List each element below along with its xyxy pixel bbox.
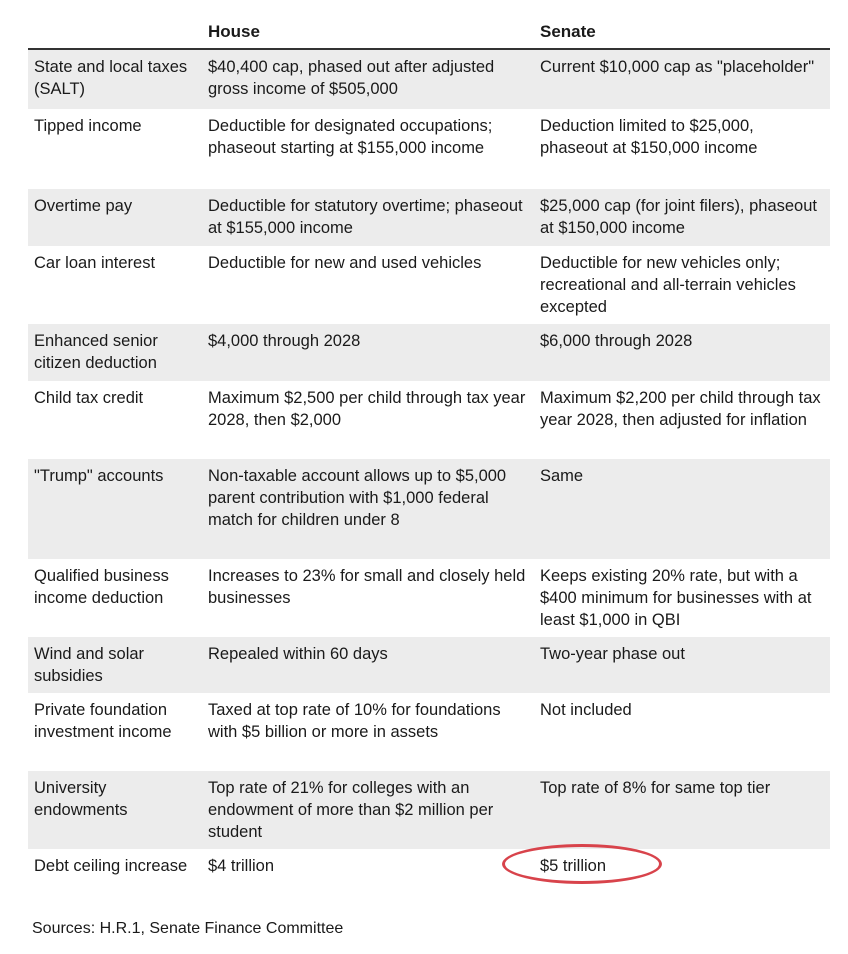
row-item: Qualified business income deduction [34,567,169,607]
row-house: $4 trillion [208,857,275,875]
header-item [28,14,204,48]
row-house: Repealed within 60 days [208,645,388,663]
row-house: Taxed at top rate of 10% for foundations with $5 billion or more in assets [208,701,501,741]
row-house: Deductible for new and used vehicles [208,254,482,272]
row-senate: Two-year phase out [540,645,685,663]
row-item: Debt ceiling increase [34,857,188,875]
row-senate: Deductible for new vehicles only; recreational and all-terrain vehicles excepted [540,254,796,316]
row-item: Child tax credit [34,389,144,407]
row-house: $4,000 through 2028 [208,332,361,350]
row-item: University endowments [34,779,128,819]
row-senate: Same [540,467,584,485]
table-row [28,637,830,693]
table-row [28,771,830,849]
row-senate: Top rate of 8% for same top tier [540,779,771,797]
row-item: Private foundation investment income [34,701,172,741]
table-row [28,849,830,909]
row-senate: Deduction limited to $25,000, phaseout at $150,000 income [540,117,758,157]
row-item: Enhanced senior citizen deduction [34,332,158,372]
row-senate: Current $10,000 cap as "placeholder" [540,58,815,76]
row-item: Overtime pay [34,197,133,215]
header-house: House [208,22,260,41]
table-row [28,189,830,246]
row-house: Increases to 23% for small and closely held businesses [208,567,526,607]
row-house: Top rate of 21% for colleges with an endowment of more than $2 million per student [208,779,494,841]
table-row [28,50,830,109]
row-item: Car loan interest [34,254,156,272]
row-senate: $25,000 cap (for joint filers), phaseout at $150,000 income [540,197,817,237]
row-house: Maximum $2,500 per child through tax year 2028, then $2,000 [208,389,526,429]
table-row [28,246,830,324]
row-house: Non-taxable account allows up to $5,000 parent contribution with $1,000 federal match for children under 8 [208,467,507,529]
row-senate: $6,000 through 2028 [540,332,693,350]
table-header [28,14,830,50]
row-item: State and local taxes (SALT) [34,58,188,98]
source-note: Sources: H.R.1, Senate Finance Committee [32,920,344,937]
row-senate: Maximum $2,200 per child through tax year 2028, then adjusted for inflation [540,389,821,429]
row-item: "Trump" accounts [34,467,164,485]
row-senate: Not included [540,701,632,719]
table-row [28,324,830,381]
row-senate: Keeps existing 20% rate, but with a $400 minimum for businesses with at least $1,000 in QBI [540,567,812,629]
row-senate [536,855,830,909]
table-row [28,459,830,559]
header-senate: Senate [540,22,596,41]
table-row [28,381,830,459]
row-house: Deductible for designated occupations; phaseout starting at $155,000 income [208,117,493,157]
row-house: Deductible for statutory overtime; phaseout at $155,000 income [208,197,523,237]
debt-ceiling-senate-value: $5 trillion [540,857,607,875]
row-house: $40,400 cap, phased out after adjusted gross income of $505,000 [208,58,495,98]
table-row [28,559,830,637]
row-item: Tipped income [34,117,142,135]
red-circle-annotation [502,844,662,884]
comparison-table [28,14,830,909]
row-item: Wind and solar subsidies [34,645,145,685]
circled-value [540,855,606,877]
table-row [28,109,830,189]
table-row [28,693,830,771]
